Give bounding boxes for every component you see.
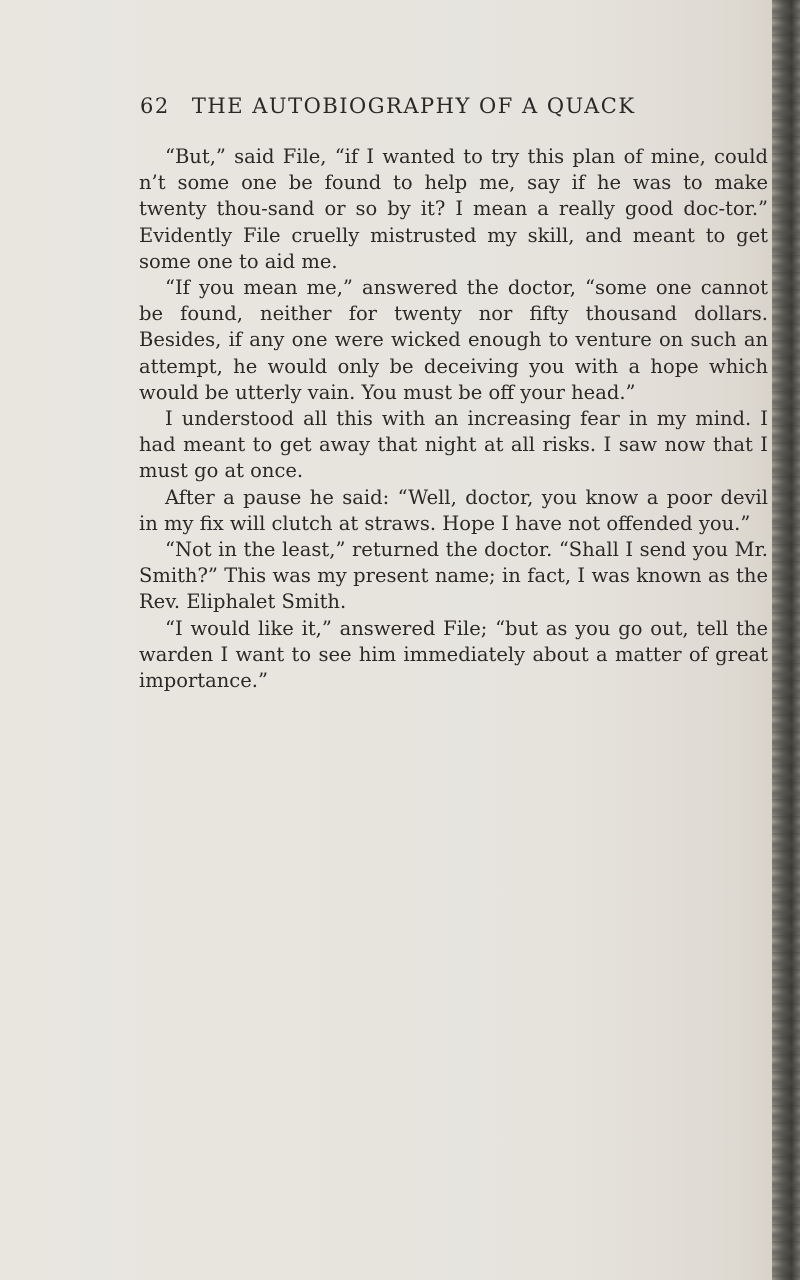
paragraph: I understood all this with an increasing fear in my mind. I had meant to get away that night at all risks. I saw now that I must go at once. (139, 407, 768, 483)
running-title: THE AUTOBIOGRAPHY OF A QUACK (191, 94, 636, 118)
paragraph: After a pause he said: “Well, doctor, you know a poor devil in my fix will clutch at straws. Hope I have not offended you.” (139, 485, 768, 535)
book-spine-edge (772, 0, 800, 1280)
running-header (140, 94, 740, 118)
paragraph: “Not in the least,” returned the doctor. “Shall I send you Mr. Smith?” This was my present name; in fact, I was known as the Rev. Eliphalet Smith. (139, 538, 768, 614)
paragraph: “I would like it,” answered File; “but as you go out, tell the warden I want to see him immediately about a matter of great importance.” (139, 616, 768, 693)
body-text (139, 144, 768, 694)
paragraph: “But,” said File, “if I wanted to try this plan of mine, could n’t some one be found to help me, say if he was to make twenty thou-sand or so by it? I mean a really good doc-tor.” Evidently File cruelly mistrusted my skill, and meant to get some one to aid me. (139, 145, 768, 273)
page-number: 62 (140, 94, 170, 118)
paragraph: “If you mean me,” answered the doctor, “some one cannot be found, neither for twenty nor fifty thousand dollars. Besides, if any one were wicked enough to venture on such an attempt, he would only be deceiving you with a hope which would be utterly vain. You must be off your head.” (139, 276, 768, 404)
